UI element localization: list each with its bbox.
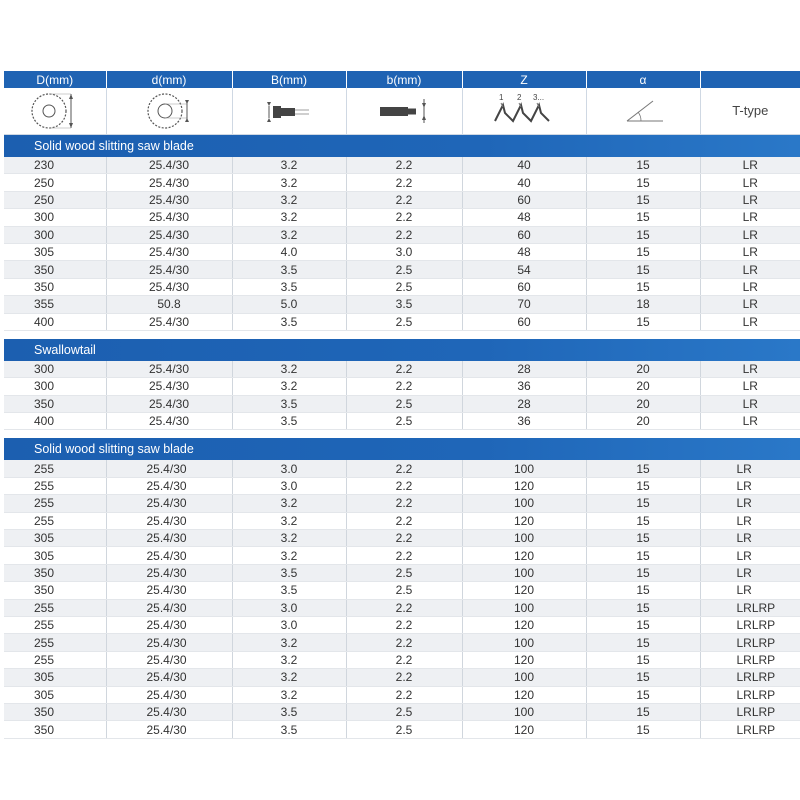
cell-tooth-type: LR: [700, 477, 800, 494]
cell-plate-thickness: 2.5: [346, 261, 462, 278]
table-row: [4, 395, 800, 412]
table-row: [4, 296, 800, 313]
table-row: [4, 361, 800, 378]
cell-teeth: 36: [462, 378, 586, 395]
cell-angle: 15: [586, 564, 700, 581]
cell-angle: 15: [586, 599, 700, 616]
cell-outer-diameter: 350: [4, 721, 106, 738]
cell-plate-thickness: 2.5: [346, 278, 462, 295]
cell-bore-diameter: 25.4/30: [106, 477, 232, 494]
ttype-icon-cell: [700, 88, 800, 135]
cell-plate-thickness: 2.2: [346, 547, 462, 564]
cell-plate-thickness: 2.2: [346, 669, 462, 686]
table-row: [4, 495, 800, 512]
cell-outer-diameter: 255: [4, 477, 106, 494]
cell-bore-diameter: 25.4/30: [106, 512, 232, 529]
cell-plate-thickness: 2.5: [346, 721, 462, 738]
cell-teeth: 36: [462, 413, 586, 430]
cell-tooth-type: LR: [700, 209, 800, 226]
col-header-blank: [700, 71, 800, 88]
cell-bore-diameter: 25.4/30: [106, 361, 232, 378]
table-row: [4, 278, 800, 295]
cell-bore-diameter: 25.4/30: [106, 157, 232, 174]
saw-blade-spec-table: [4, 71, 800, 739]
cell-plate-thickness: 2.2: [346, 191, 462, 208]
cell-angle: 15: [586, 582, 700, 599]
cell-kerf-width: 3.5: [232, 564, 346, 581]
table-row: [4, 209, 800, 226]
cell-plate-thickness: 2.2: [346, 686, 462, 703]
cell-kerf-width: 4.0: [232, 243, 346, 260]
col-header-kerf-width: B(mm): [232, 71, 346, 88]
cell-teeth: 100: [462, 634, 586, 651]
cell-angle: 15: [586, 460, 700, 477]
ttype-label: T-type: [732, 103, 769, 118]
table-row: [4, 460, 800, 477]
cell-tooth-type: LR: [700, 495, 800, 512]
cell-teeth: 60: [462, 278, 586, 295]
cell-angle: 15: [586, 721, 700, 738]
cell-bore-diameter: 25.4/30: [106, 226, 232, 243]
cell-outer-diameter: 250: [4, 191, 106, 208]
cell-plate-thickness: 2.5: [346, 395, 462, 412]
cell-tooth-type: LR: [700, 378, 800, 395]
cell-tooth-type: LR: [700, 261, 800, 278]
cell-teeth: 100: [462, 460, 586, 477]
cell-tooth-type: LR: [700, 243, 800, 260]
cell-teeth: 100: [462, 564, 586, 581]
cell-angle: 15: [586, 243, 700, 260]
cell-outer-diameter: 350: [4, 395, 106, 412]
cell-teeth: 100: [462, 669, 586, 686]
cell-plate-thickness: 2.2: [346, 616, 462, 633]
cell-teeth: 100: [462, 599, 586, 616]
cell-bore-diameter: 25.4/30: [106, 278, 232, 295]
cell-angle: 20: [586, 361, 700, 378]
cell-kerf-width: 3.0: [232, 599, 346, 616]
cell-teeth: 120: [462, 547, 586, 564]
cell-outer-diameter: 300: [4, 209, 106, 226]
cell-kerf-width: 3.0: [232, 460, 346, 477]
cell-outer-diameter: 300: [4, 378, 106, 395]
cell-kerf-width: 3.5: [232, 278, 346, 295]
cell-outer-diameter: 355: [4, 296, 106, 313]
cell-kerf-width: 3.2: [232, 669, 346, 686]
cell-angle: 15: [586, 226, 700, 243]
cell-outer-diameter: 255: [4, 634, 106, 651]
cell-tooth-type: LRLRP: [700, 669, 800, 686]
cell-angle: 20: [586, 395, 700, 412]
table-row: [4, 686, 800, 703]
cell-outer-diameter: 350: [4, 703, 106, 720]
cell-kerf-width: 3.2: [232, 378, 346, 395]
cell-tooth-type: LR: [700, 564, 800, 581]
cell-plate-thickness: 2.5: [346, 582, 462, 599]
cell-outer-diameter: 305: [4, 669, 106, 686]
cell-tooth-type: LRLRP: [700, 599, 800, 616]
table-row: [4, 669, 800, 686]
cell-tooth-type: LR: [700, 361, 800, 378]
cell-teeth: 40: [462, 157, 586, 174]
tooth-label-2: 2: [517, 93, 522, 102]
cell-outer-diameter: 255: [4, 599, 106, 616]
cell-plate-thickness: 2.2: [346, 226, 462, 243]
cell-angle: 15: [586, 703, 700, 720]
cell-bore-diameter: 25.4/30: [106, 395, 232, 412]
cell-bore-diameter: 25.4/30: [106, 582, 232, 599]
cell-teeth: 120: [462, 686, 586, 703]
cell-angle: 18: [586, 296, 700, 313]
cell-tooth-type: LRLRP: [700, 651, 800, 668]
cell-bore-diameter: 25.4/30: [106, 243, 232, 260]
col-header-angle: α: [586, 71, 700, 88]
column-header-row: [4, 71, 800, 88]
cell-plate-thickness: 2.2: [346, 599, 462, 616]
cell-angle: 15: [586, 174, 700, 191]
cell-angle: 15: [586, 530, 700, 547]
cell-plate-thickness: 2.2: [346, 174, 462, 191]
section-header: [4, 339, 800, 361]
cell-outer-diameter: 250: [4, 174, 106, 191]
cell-outer-diameter: 305: [4, 243, 106, 260]
cell-bore-diameter: 25.4/30: [106, 209, 232, 226]
cell-outer-diameter: 350: [4, 564, 106, 581]
cell-bore-diameter: 50.8: [106, 296, 232, 313]
cell-kerf-width: 3.5: [232, 413, 346, 430]
cell-angle: 15: [586, 669, 700, 686]
cell-kerf-width: 3.5: [232, 313, 346, 330]
cell-bore-diameter: 25.4/30: [106, 261, 232, 278]
cell-plate-thickness: 2.2: [346, 634, 462, 651]
cell-outer-diameter: 350: [4, 278, 106, 295]
cell-plate-thickness: 2.5: [346, 564, 462, 581]
tooth-count-icon: [462, 88, 586, 135]
table-row: [4, 530, 800, 547]
table-row: [4, 547, 800, 564]
cell-angle: 15: [586, 651, 700, 668]
cell-kerf-width: 3.2: [232, 651, 346, 668]
cell-bore-diameter: 25.4/30: [106, 669, 232, 686]
cell-teeth: 48: [462, 209, 586, 226]
col-header-teeth: Z: [462, 71, 586, 88]
cell-bore-diameter: 25.4/30: [106, 495, 232, 512]
cell-teeth: 40: [462, 174, 586, 191]
section-title: Solid wood slitting saw blade: [4, 438, 800, 460]
cell-teeth: 100: [462, 495, 586, 512]
table-row: [4, 564, 800, 581]
cell-outer-diameter: 230: [4, 157, 106, 174]
cell-teeth: 28: [462, 361, 586, 378]
cell-kerf-width: 3.5: [232, 703, 346, 720]
cell-bore-diameter: 25.4/30: [106, 547, 232, 564]
cell-tooth-type: LRLRP: [700, 616, 800, 633]
cell-teeth: 54: [462, 261, 586, 278]
table-row: [4, 616, 800, 633]
cell-outer-diameter: 350: [4, 582, 106, 599]
table-row: [4, 243, 800, 260]
cell-angle: 15: [586, 512, 700, 529]
cell-angle: 15: [586, 313, 700, 330]
cell-angle: 15: [586, 686, 700, 703]
cell-plate-thickness: 2.2: [346, 651, 462, 668]
cell-teeth: 28: [462, 395, 586, 412]
cell-teeth: 60: [462, 191, 586, 208]
cell-tooth-type: LR: [700, 512, 800, 529]
table-row: [4, 582, 800, 599]
cell-angle: 15: [586, 209, 700, 226]
cell-bore-diameter: 25.4/30: [106, 460, 232, 477]
cell-outer-diameter: 305: [4, 530, 106, 547]
cell-plate-thickness: 2.2: [346, 157, 462, 174]
cell-outer-diameter: 255: [4, 616, 106, 633]
cell-bore-diameter: 25.4/30: [106, 530, 232, 547]
cell-outer-diameter: 350: [4, 261, 106, 278]
cell-bore-diameter: 25.4/30: [106, 174, 232, 191]
cell-tooth-type: LRLRP: [700, 634, 800, 651]
cell-angle: 20: [586, 378, 700, 395]
tooth-label-3: 3...: [533, 93, 545, 102]
cell-tooth-type: LR: [700, 278, 800, 295]
cell-tooth-type: LR: [700, 530, 800, 547]
cell-kerf-width: 3.5: [232, 261, 346, 278]
cell-tooth-type: LR: [700, 296, 800, 313]
spacer-cell: [4, 430, 800, 439]
cell-kerf-width: 3.2: [232, 361, 346, 378]
cell-plate-thickness: 2.2: [346, 361, 462, 378]
cell-tooth-type: LRLRP: [700, 721, 800, 738]
table-row: [4, 651, 800, 668]
cell-kerf-width: 3.2: [232, 686, 346, 703]
section-spacer: [4, 330, 800, 339]
cell-kerf-width: 3.2: [232, 209, 346, 226]
cell-tooth-type: LR: [700, 460, 800, 477]
cell-kerf-width: 3.2: [232, 226, 346, 243]
cell-kerf-width: 3.2: [232, 634, 346, 651]
cell-bore-diameter: 25.4/30: [106, 634, 232, 651]
table-row: [4, 191, 800, 208]
cell-tooth-type: LRLRP: [700, 703, 800, 720]
cell-plate-thickness: 2.5: [346, 413, 462, 430]
cell-kerf-width: 3.2: [232, 191, 346, 208]
table-body: [4, 135, 800, 739]
cell-plate-thickness: 2.2: [346, 378, 462, 395]
cell-outer-diameter: 255: [4, 495, 106, 512]
spacer-cell: [4, 330, 800, 339]
cell-kerf-width: 3.5: [232, 582, 346, 599]
table-row: [4, 174, 800, 191]
table-row: [4, 261, 800, 278]
cell-plate-thickness: 2.2: [346, 495, 462, 512]
cell-plate-thickness: 2.2: [346, 477, 462, 494]
cell-kerf-width: 3.0: [232, 477, 346, 494]
table-row: [4, 157, 800, 174]
icon-row: [4, 88, 800, 135]
tooth-label-1: 1: [499, 93, 504, 102]
cell-bore-diameter: 25.4/30: [106, 651, 232, 668]
cell-plate-thickness: 2.2: [346, 512, 462, 529]
cell-tooth-type: LR: [700, 413, 800, 430]
cell-tooth-type: LR: [700, 191, 800, 208]
cell-teeth: 100: [462, 703, 586, 720]
cell-plate-thickness: 2.5: [346, 703, 462, 720]
cell-plate-thickness: 2.2: [346, 530, 462, 547]
cell-kerf-width: 3.0: [232, 616, 346, 633]
section-spacer: [4, 430, 800, 439]
cell-angle: 15: [586, 616, 700, 633]
cell-bore-diameter: 25.4/30: [106, 686, 232, 703]
cell-kerf-width: 3.2: [232, 547, 346, 564]
table-row: [4, 599, 800, 616]
table-row: [4, 313, 800, 330]
plate-thickness-icon: [346, 88, 462, 135]
section-title: Swallowtail: [4, 339, 800, 361]
cell-bore-diameter: 25.4/30: [106, 191, 232, 208]
cell-angle: 15: [586, 634, 700, 651]
col-header-plate-thickness: b(mm): [346, 71, 462, 88]
cell-kerf-width: 3.2: [232, 512, 346, 529]
cell-tooth-type: LR: [700, 547, 800, 564]
table-row: [4, 477, 800, 494]
cell-teeth: 48: [462, 243, 586, 260]
cell-kerf-width: 3.2: [232, 495, 346, 512]
cell-teeth: 120: [462, 512, 586, 529]
section-header: [4, 438, 800, 460]
table-row: [4, 226, 800, 243]
cell-angle: 15: [586, 157, 700, 174]
cell-bore-diameter: 25.4/30: [106, 599, 232, 616]
cell-teeth: 70: [462, 296, 586, 313]
cell-plate-thickness: 3.0: [346, 243, 462, 260]
cell-bore-diameter: 25.4/30: [106, 721, 232, 738]
section-header: [4, 135, 800, 158]
cell-angle: 15: [586, 261, 700, 278]
cell-teeth: 120: [462, 582, 586, 599]
bore-diameter-icon: [106, 88, 232, 135]
cell-angle: 15: [586, 191, 700, 208]
cell-tooth-type: LR: [700, 582, 800, 599]
cell-angle: 15: [586, 495, 700, 512]
cell-kerf-width: 3.5: [232, 721, 346, 738]
cell-teeth: 120: [462, 616, 586, 633]
cell-kerf-width: 3.2: [232, 174, 346, 191]
cell-outer-diameter: 300: [4, 361, 106, 378]
cell-tooth-type: LR: [700, 313, 800, 330]
cell-angle: 20: [586, 413, 700, 430]
cell-bore-diameter: 25.4/30: [106, 564, 232, 581]
cell-tooth-type: LR: [700, 174, 800, 191]
cell-outer-diameter: 305: [4, 547, 106, 564]
table-row: [4, 512, 800, 529]
cell-tooth-type: LR: [700, 395, 800, 412]
cell-bore-diameter: 25.4/30: [106, 313, 232, 330]
table-row: [4, 378, 800, 395]
cell-plate-thickness: 2.2: [346, 460, 462, 477]
cell-outer-diameter: 305: [4, 686, 106, 703]
cell-teeth: 60: [462, 226, 586, 243]
cell-angle: 15: [586, 547, 700, 564]
cell-kerf-width: 3.2: [232, 157, 346, 174]
cell-tooth-type: LRLRP: [700, 686, 800, 703]
table-row: [4, 413, 800, 430]
table-row: [4, 721, 800, 738]
cell-plate-thickness: 2.2: [346, 209, 462, 226]
cell-outer-diameter: 255: [4, 460, 106, 477]
kerf-width-icon: [232, 88, 346, 135]
cell-tooth-type: LR: [700, 157, 800, 174]
col-header-outer-diameter: D(mm): [4, 71, 106, 88]
cell-bore-diameter: 25.4/30: [106, 378, 232, 395]
table-row: [4, 634, 800, 651]
cell-outer-diameter: 400: [4, 313, 106, 330]
col-header-bore-diameter: d(mm): [106, 71, 232, 88]
cell-outer-diameter: 255: [4, 651, 106, 668]
cell-bore-diameter: 25.4/30: [106, 413, 232, 430]
cell-bore-diameter: 25.4/30: [106, 703, 232, 720]
section-title: Solid wood slitting saw blade: [4, 135, 800, 158]
cell-bore-diameter: 25.4/30: [106, 616, 232, 633]
cell-teeth: 100: [462, 530, 586, 547]
cell-teeth: 120: [462, 477, 586, 494]
cell-outer-diameter: 255: [4, 512, 106, 529]
cell-outer-diameter: 300: [4, 226, 106, 243]
cell-angle: 15: [586, 477, 700, 494]
cell-plate-thickness: 2.5: [346, 313, 462, 330]
cell-kerf-width: 3.5: [232, 395, 346, 412]
cell-plate-thickness: 3.5: [346, 296, 462, 313]
table-row: [4, 703, 800, 720]
cell-teeth: 60: [462, 313, 586, 330]
angle-icon: [586, 88, 700, 135]
cell-teeth: 120: [462, 721, 586, 738]
cell-outer-diameter: 400: [4, 413, 106, 430]
cell-tooth-type: LR: [700, 226, 800, 243]
cell-angle: 15: [586, 278, 700, 295]
cell-kerf-width: 3.2: [232, 530, 346, 547]
cell-teeth: 120: [462, 651, 586, 668]
saw-blade-diameter-icon: [4, 88, 106, 135]
cell-kerf-width: 5.0: [232, 296, 346, 313]
